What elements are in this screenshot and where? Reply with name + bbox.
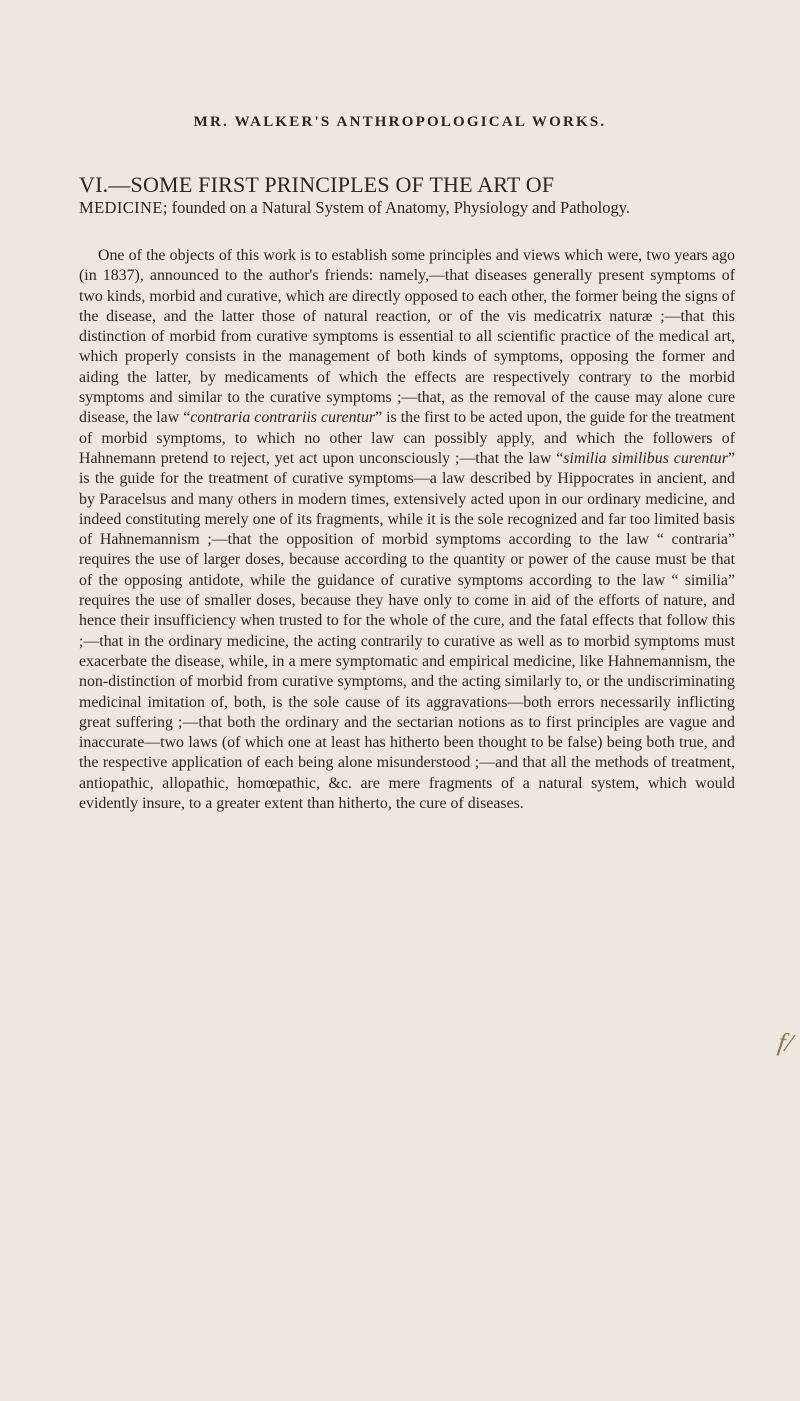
section-number: VI. (79, 172, 109, 197)
section-subtitle (79, 198, 739, 218)
law-contraria: contraria contrariis curentur (190, 409, 376, 427)
section-title-line-1 (79, 173, 739, 197)
body-text-3: ” is the guide for the treatment of curative symptoms—a law described by Hippocrates in ancient, and by Paracelsus and many others in modern times, extensively acted upon in our ordinary medicine, and indeed constituting merely one of its fragments, while it is the sole recognized and far too limited basis of Hahnemannism ;—that the opposition of morbid symptoms according to the law “ contraria” requires the use of larger doses, because according to the quantity or power of the cause must be that of the opposing antidote, while the guidance of curative symptoms according to the law “ similia” requires the use of smaller doses, because they have only to come in aid of the efforts of nature, and hence their insufficiency when trusted to for the whole of the cure, and the fatal effects that follow this ;—that in the ordinary medicine, the acting contrarily to curative as well as to morbid symptoms must exacerbate the disease, while, in a mere symptomatic and empirical medicine, like Hahnemannism, the non-distinction of morbid from curative symptoms, and the acting similarly to, or the undiscriminating medicinal imitation of, both, is the sole cause of its aggravations—both errors necessarily inflicting great suffering ;—that both the ordinary and the sectarian notions as to first principles are vague and inaccurate—two laws (of which one at least has hitherto been thought to be false) being both true, and the respective application of each being alone misunderstood ;—and that all the methods of treatment, antiopathic, allopathic, homœpathic, &c. are mere fragments of a natural system, which would evidently insure, to a greater extent than hitherto, the cure of diseases. (79, 449, 735, 813)
body-text-2: ” is the first to be acted upon, the guide for the treatment of morbid symptoms, to which no other law can possibly apply, and which the followers of Hahnemann pretend to reject, yet act upon unconsciously ;—that the law “ (79, 409, 735, 467)
section-dash: — (108, 172, 131, 197)
section-title-caps: MEDICINE (79, 198, 163, 217)
margin-annotation: f/ (776, 1027, 795, 1058)
law-similia: similia similibus curentur (563, 449, 728, 467)
section-heading (79, 173, 739, 218)
body-paragraph (79, 246, 735, 814)
running-head: MR. WALKER'S ANTHROPOLOGICAL WORKS. (193, 114, 607, 130)
section-title: SOME FIRST PRINCIPLES OF THE ART OF (130, 172, 555, 197)
body-text-1: One of the objects of this work is to establish some principles and views which were, two years ago (in 1837), announced to the author's friends: namely,—that diseases generally present symptoms of two kinds, morbid and curative, which are directly opposed to each other, the former being the signs of the disease, and the latter those of natural reaction, or of the vis medicatrix naturæ ;—that this distinction of morbid from curative symptoms is essential to all scientific practice of the medical art, which properly consists in the management of both kinds of symptoms, opposing the former and aiding the latter, by medicaments of which the effects are respectively contrary to the morbid symptoms and similar to the curative symptoms ;—that, as the removal of the cause may alone cure disease, the law “ (79, 247, 735, 427)
section-subtitle-text: ; founded on a Natural System of Anatomy, Physiology and Pathology. (162, 198, 631, 217)
